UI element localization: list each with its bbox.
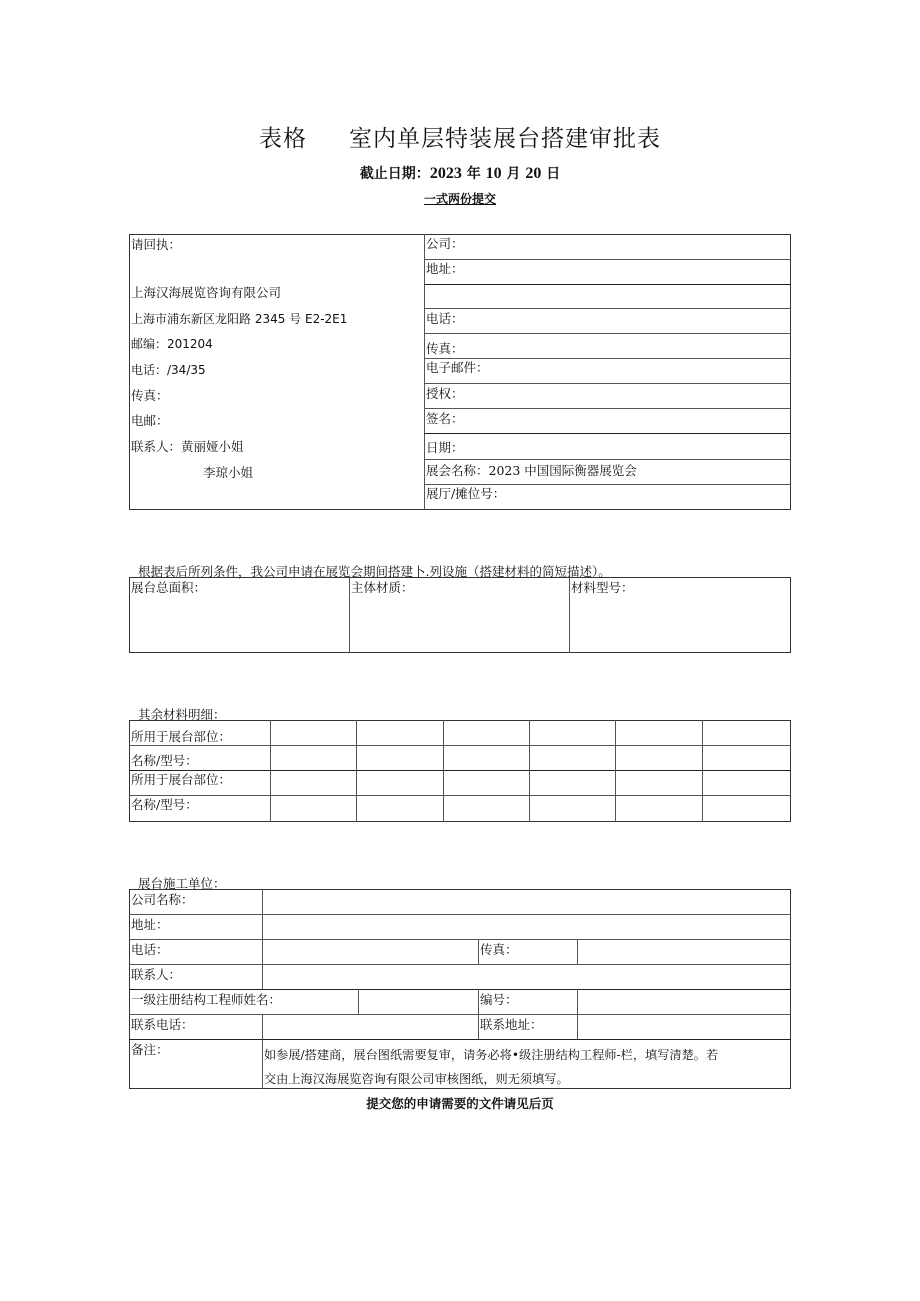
- materials-row-label: 名称/型号：: [131, 753, 198, 768]
- contractor-address-label: 地址：: [131, 917, 169, 932]
- contractor-phone-input[interactable]: [263, 940, 477, 964]
- deadline-month-unit: 月: [506, 166, 521, 182]
- row-line: [129, 1039, 791, 1040]
- reply-contact-1: 联系人：黄丽娅小姐: [131, 439, 244, 454]
- row-line: [424, 484, 791, 485]
- deadline-day-unit: 日: [546, 166, 561, 182]
- materials-heading: 其余材料明细：: [138, 707, 226, 722]
- row-line: [424, 284, 791, 285]
- contractor-company-input[interactable]: [263, 890, 790, 914]
- row-line: [424, 259, 791, 260]
- field-phone[interactable]: 电话：: [426, 311, 464, 326]
- col-line: [478, 989, 479, 1039]
- field-email[interactable]: 电子邮件：: [426, 360, 489, 375]
- row-line: [424, 358, 791, 359]
- footer-note: 提交您的申请需要的文件请见后页: [366, 1096, 554, 1111]
- row-line: [424, 408, 791, 409]
- reply-postcode: 邮编：201204: [131, 337, 213, 351]
- col-line: [478, 939, 479, 964]
- col-line: [349, 577, 350, 653]
- contractor-contact-label: 联系人：: [131, 967, 182, 982]
- col-line: [615, 720, 616, 822]
- field-total-area[interactable]: 展台总面积：: [131, 580, 207, 595]
- reply-fax: 传真：: [131, 388, 169, 403]
- materials-row-label: 所用于展台部位：: [131, 772, 232, 787]
- reply-contact-2: 李琼小姐: [203, 465, 254, 480]
- contact-phone-label: 联系电话：: [131, 1017, 194, 1032]
- form-title: [0, 120, 920, 153]
- engineer-name-input[interactable]: [359, 990, 477, 1014]
- row-line: [129, 770, 791, 771]
- contractor-contact-input[interactable]: [263, 965, 790, 989]
- remarks-line-2: 交由上海汉海展览咨询有限公司审核图纸，则无须填写。: [264, 1072, 569, 1086]
- remarks-line-1: 如参展/搭建商，展台图纸需要复审，请务必将•级注册结构工程师-栏，填写清楚。若: [264, 1048, 719, 1062]
- copies-note: 一式两份提交: [423, 192, 496, 206]
- field-main-material[interactable]: 主体材质：: [351, 580, 414, 595]
- col-line: [356, 720, 357, 822]
- col-line: [270, 720, 271, 822]
- contractor-address-input[interactable]: [263, 915, 790, 939]
- deadline-month: 10: [485, 165, 502, 182]
- contractor-fax-label: 传真：: [480, 942, 518, 957]
- reply-address: 上海市浦东新区龙阳路 2345 号 E2-2E1: [131, 312, 348, 326]
- deadline: [0, 163, 920, 183]
- deadline-year: 2023: [429, 165, 462, 182]
- field-signature[interactable]: 签名：: [426, 411, 464, 426]
- row-line: [129, 795, 791, 796]
- reply-divider: [424, 234, 425, 510]
- contractor-phone-label: 电话：: [131, 942, 169, 957]
- materials-row-label: 名称/型号：: [131, 797, 198, 812]
- engineer-number-label: 编号：: [480, 992, 518, 1007]
- reply-company: 上海汉海展览咨询有限公司: [131, 285, 282, 300]
- col-line: [443, 720, 444, 822]
- remarks-label: 备注：: [131, 1042, 169, 1057]
- row-line: [424, 433, 791, 434]
- field-address[interactable]: 地址：: [426, 261, 464, 276]
- reply-email: 电邮：: [131, 413, 169, 428]
- row-line: [129, 745, 791, 746]
- engineer-number-input[interactable]: [578, 990, 790, 1014]
- contractor-fax-input[interactable]: [578, 940, 790, 964]
- facility-table: [129, 577, 791, 653]
- field-date[interactable]: 日期：: [426, 440, 464, 455]
- title-text: 室内单层特装展台搭建审批表: [349, 126, 661, 152]
- col-line: [702, 720, 703, 822]
- col-line: [569, 577, 570, 653]
- row-line: [424, 459, 791, 460]
- col-line: [529, 720, 530, 822]
- deadline-day: 20: [525, 165, 542, 182]
- deadline-label: 截止日期：: [359, 166, 430, 182]
- field-material-model[interactable]: 材料型号：: [571, 580, 634, 595]
- field-fax[interactable]: 传真：: [426, 341, 464, 356]
- field-exhibition-name: 展会名称：2023 中国国际衡器展览会: [426, 463, 637, 478]
- contractor-company-label: 公司名称：: [131, 892, 194, 907]
- contractor-heading: 展台施工单位：: [138, 876, 226, 891]
- title-prefix: 表格: [259, 126, 307, 152]
- row-line: [424, 333, 791, 334]
- field-company[interactable]: 公司：: [426, 236, 464, 251]
- reply-heading: 请回执：: [131, 237, 182, 252]
- facility-intro: 根据表后所列条件，我公司申请在展览会期间搭建卜.列设施（搭建材料的简短描述）。: [138, 564, 611, 579]
- materials-row-label: 所用于展台部位：: [131, 729, 232, 744]
- field-authorization[interactable]: 授权：: [426, 386, 464, 401]
- deadline-year-unit: 年: [466, 166, 481, 182]
- contact-phone-input[interactable]: [263, 1015, 477, 1039]
- reply-phone: 电话：/34/35: [131, 363, 206, 377]
- engineer-name-label: 一级注册结构工程师姓名：: [131, 992, 282, 1007]
- contact-address-input[interactable]: [578, 1015, 790, 1039]
- contact-address-label: 联系地址：: [480, 1017, 543, 1032]
- row-line: [424, 383, 791, 384]
- row-line: [424, 308, 791, 309]
- field-booth-number[interactable]: 展厅/摊位号：: [426, 486, 506, 501]
